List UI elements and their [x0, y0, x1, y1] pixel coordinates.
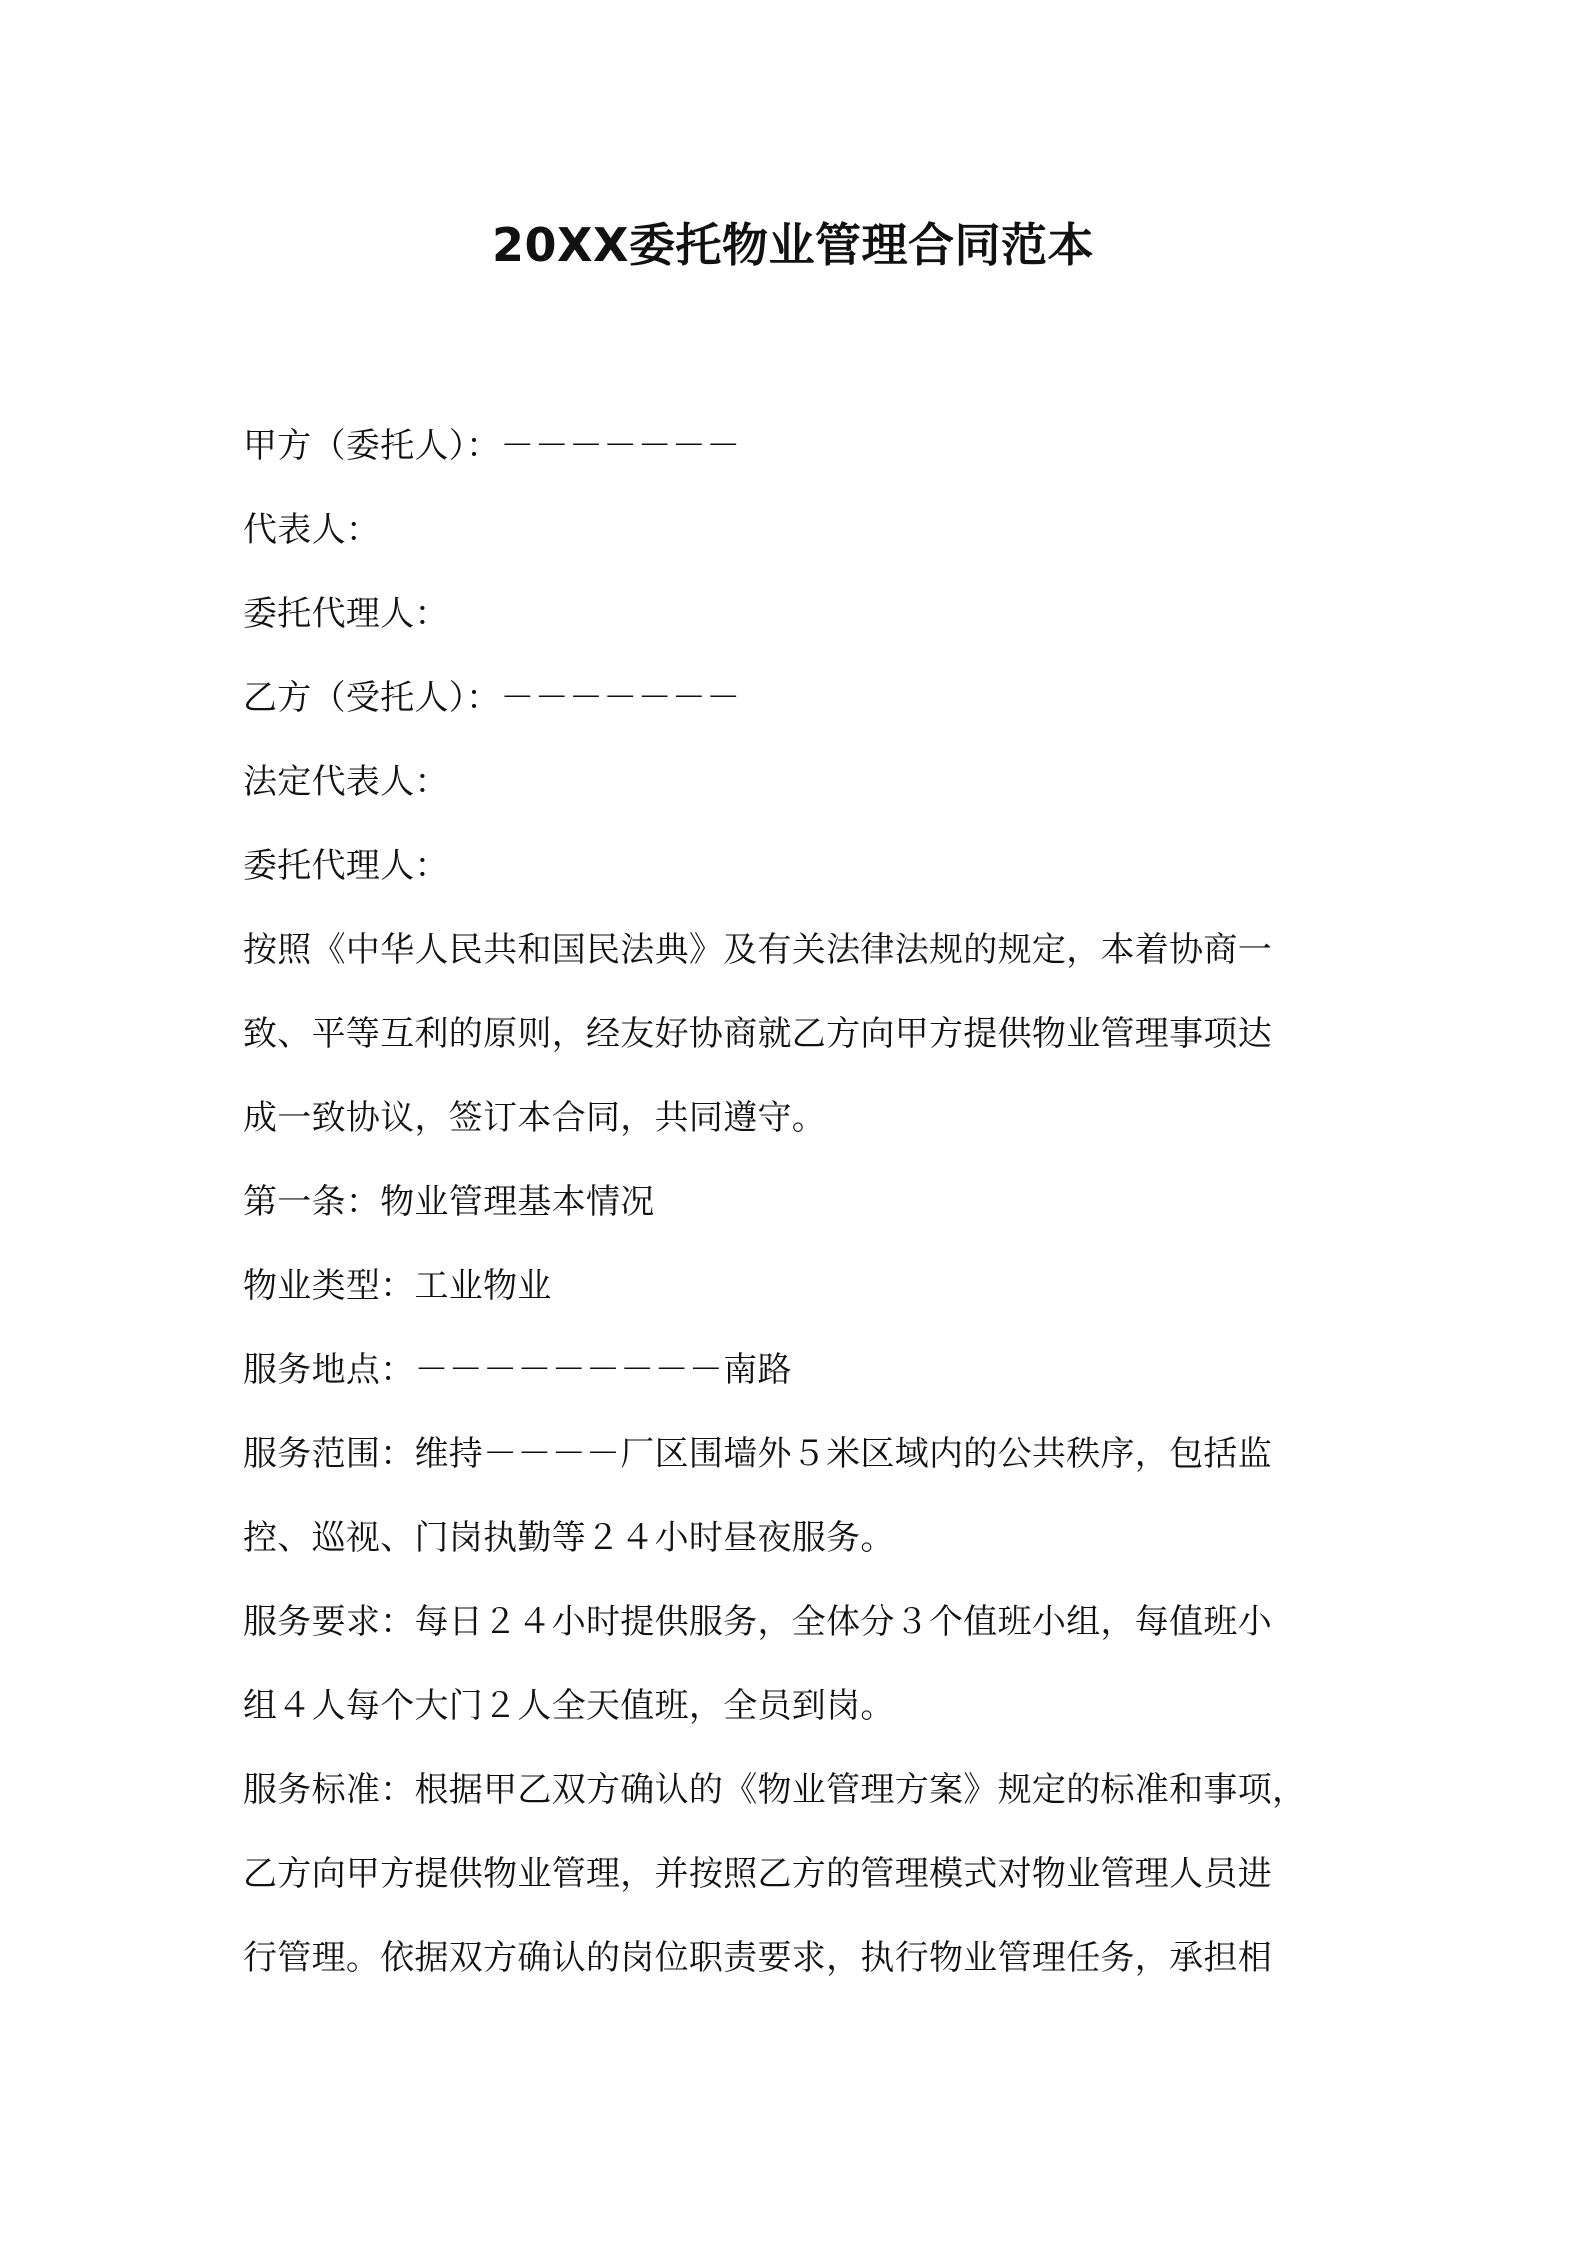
representative-line: 代表人： [243, 510, 381, 550]
entrusted-agent-b-line: 委托代理人： [243, 846, 449, 886]
service-requirement-line: 服务要求：每日２４小时提供服务，全体分３个值班小组，每值班小 [243, 1602, 1272, 1642]
legal-representative-line: 法定代表人： [243, 762, 449, 802]
article-heading: 第一条：物业管理基本情况 [243, 1182, 655, 1222]
service-location-line: 服务地点：－－－－－－－－－南路 [243, 1350, 792, 1390]
service-standard-line: 乙方向甲方提供物业管理，并按照乙方的管理模式对物业管理人员进 [243, 1854, 1272, 1894]
party-a-line: 甲方（委托人）：－－－－－－－ [243, 426, 741, 466]
entrusted-agent-a-line: 委托代理人： [243, 594, 449, 634]
service-standard-line: 行管理。依据双方确认的岗位职责要求，执行物业管理任务，承担相 [243, 1938, 1272, 1978]
service-standard-line: 服务标准：根据甲乙双方确认的《物业管理方案》规定的标准和事项， [243, 1770, 1307, 1810]
document-body [243, 404, 1368, 2000]
property-type-line: 物业类型：工业物业 [243, 1266, 552, 1306]
party-b-line: 乙方（受托人）：－－－－－－－ [243, 678, 741, 718]
preamble-line: 按照《中华人民共和国民法典》及有关法律法规的规定，本着协商一 [243, 930, 1272, 970]
preamble-line: 成一致协议，签订本合同，共同遵守。 [243, 1098, 827, 1138]
preamble-line: 致、平等互利的原则，经友好协商就乙方向甲方提供物业管理事项达 [243, 1014, 1272, 1054]
service-requirement-line: 组４人每个大门２人全天值班，全员到岗。 [243, 1686, 895, 1726]
service-scope-line: 服务范围：维持－－－－厂区围墙外５米区域内的公共秩序，包括监 [243, 1434, 1272, 1474]
document-title: 20XX委托物业管理合同范本 [492, 218, 1094, 272]
service-scope-line: 控、巡视、门岗执勤等２４小时昼夜服务。 [243, 1518, 895, 1558]
